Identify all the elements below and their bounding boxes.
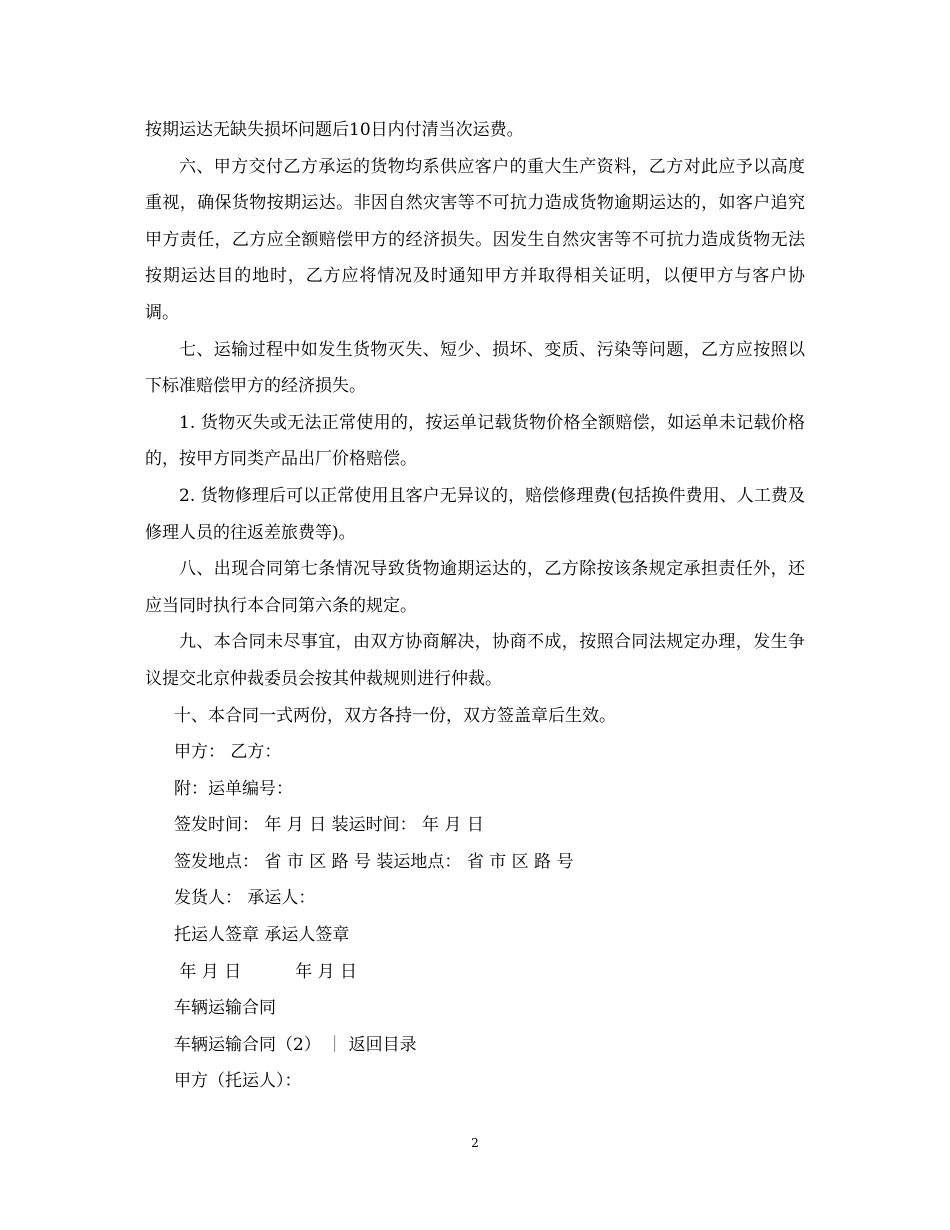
document-body <box>145 112 805 1100</box>
nav-separator: ｜ <box>326 1034 344 1055</box>
paragraph-clause-7-item-1: 1. 货物灭失或无法正常使用的，按运单记载货物价格全额赔偿，如运单未记载价格的，按甲方同类产品出厂价格赔偿。 <box>145 412 805 470</box>
paragraph-clause-7: 七、运输过程中如发生货物灭失、短少、损坏、变质、污染等问题，乙方应按照以下标准赔偿甲方的经济损失。 <box>145 339 805 397</box>
parties-line: 甲方： 乙方： <box>174 742 282 763</box>
waybill-number-line: 附：运单编号： <box>174 778 293 799</box>
paragraph-payment: 按期运达无缺失损坏问题后10日内付清当次运费。 <box>145 120 524 140</box>
paragraph-clause-7-item-2: 2. 货物修理后可以正常使用且客户无异议的，赔偿修理费(包括换件费用、人工费及修理人员的往返差旅费等)。 <box>145 485 805 543</box>
date-line: 年 月 日 年 月 日 <box>174 961 358 982</box>
paragraph-clause-9: 九、本合同未尽事宜，由双方协商解决，协商不成，按照合同法规定办理，发生争议提交北京仲裁委员会按其仲裁规则进行仲裁。 <box>145 632 805 689</box>
shipper-carrier-line: 发货人： 承运人： <box>174 888 316 909</box>
nav-line <box>145 1027 805 1064</box>
issue-place-line: 签发地点： 省 市 区 路 号 装运地点： 省 市 区 路 号 <box>174 851 574 872</box>
issue-time-line: 签发时间： 年 月 日 装运时间： 年 月 日 <box>174 815 484 836</box>
paragraph-clause-6: 六、甲方交付乙方承运的货物均系供应客户的重大生产资料，乙方对此应予以高度重视，确保货物按期运达。非因自然灾害等不可抗力造成货物逾期运达的，如客户追究甲方责任，乙方应全额赔偿甲方的经济损失。因发生自然灾害等不可抗力造成货物无法按期运达目的地时，乙方应将情况及时通知甲方并取得相关证明，以便甲方与客户协调。 <box>145 156 805 323</box>
page-number: 2 <box>471 1136 479 1150</box>
paragraph-clause-8: 八、出现合同第七条情况导致货物逾期运达的，乙方除按该条规定承担责任外，还应当同时执行本合同第六条的规定。 <box>145 559 805 616</box>
clause-10-line: 十、本合同一式两份，双方各持一份，双方签盖章后生效。 <box>174 705 616 726</box>
party-a-shipper-line: 甲方（托运人）： <box>174 1071 302 1092</box>
contract-2-link[interactable]: 车辆运输合同（2） <box>174 1034 321 1055</box>
contract-title-line: 车辆运输合同 <box>174 998 276 1019</box>
signature-line: 托运人签章 承运人签章 <box>174 925 350 946</box>
back-to-contents-link[interactable]: 返回目录 <box>348 1034 417 1055</box>
